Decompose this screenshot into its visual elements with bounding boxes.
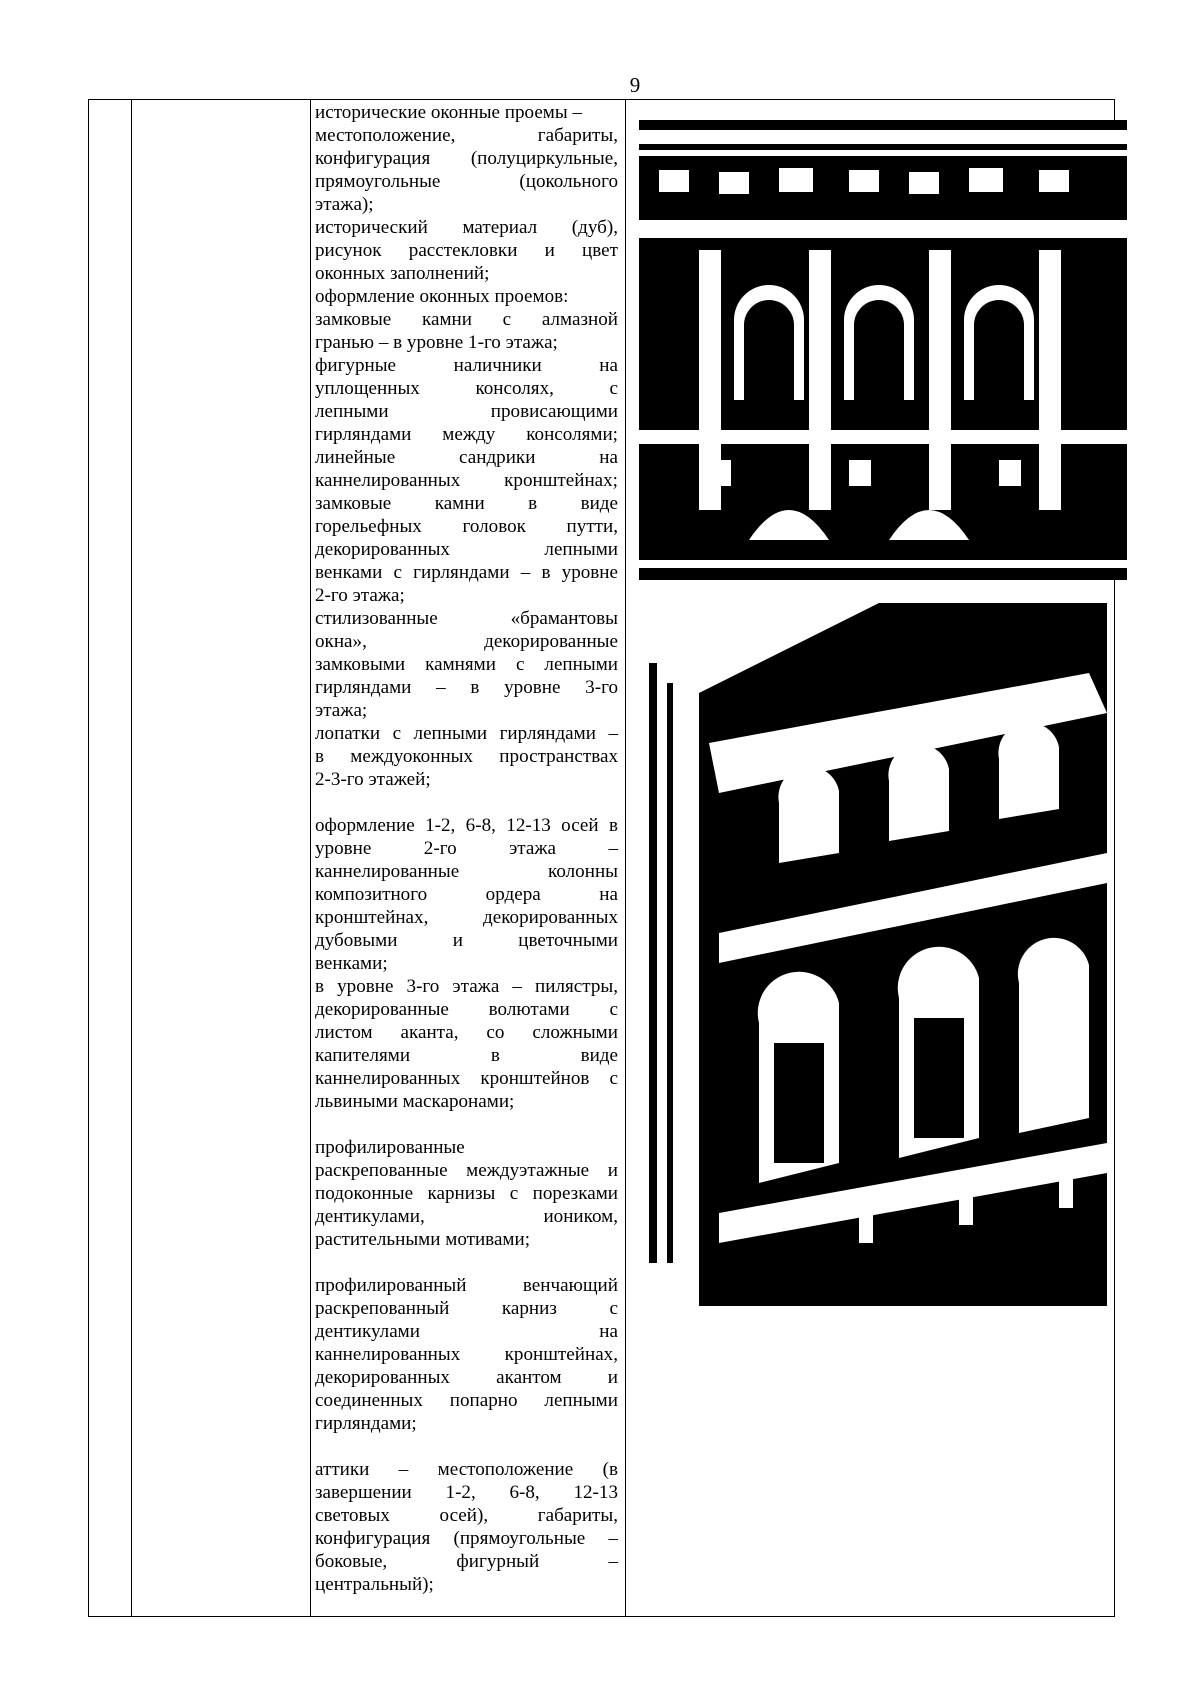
column-divider-2 — [310, 100, 311, 1616]
text-line: прямоугольные (цокольного — [315, 171, 618, 192]
text-line: растительными мотивами; — [315, 1229, 531, 1250]
text-line: завершении 1-2, 6-8, 12-13 — [315, 1482, 618, 1503]
text-line: каннелированных кронштейнах; — [315, 470, 618, 491]
text-line: уплощенных консолях, с — [315, 378, 618, 399]
text-line: оформление 1-2, 6-8, 12-13 осей в — [315, 815, 618, 836]
text-line: каннелированных кронштейнов с — [315, 1068, 618, 1089]
text-line: каннелированных кронштейнах, — [315, 1344, 618, 1365]
column-divider-3 — [625, 100, 626, 1616]
text-line: конфигурация (полуциркульные, — [315, 148, 618, 169]
blank-line — [315, 1435, 618, 1458]
text-line: профилированные — [315, 1137, 465, 1158]
text-line: в уровне 3-го этажа – пилястры, — [315, 976, 618, 997]
text-line: раскрепованные междуэтажные и — [315, 1160, 618, 1181]
text-line: каннелированные колонны — [315, 861, 618, 882]
text-line: венками с гирляндами – в уровне — [315, 562, 618, 583]
text-line: фигурные наличники на — [315, 355, 618, 376]
text-line: подоконные карнизы с порезками — [315, 1183, 618, 1204]
description-column — [315, 101, 618, 1596]
text-line: аттики – местоположение (в — [315, 1459, 618, 1480]
text-line: в междуоконных пространствах — [315, 746, 618, 767]
text-line: львиными маскаронами; — [315, 1091, 515, 1112]
text-line: профилированный венчающий — [315, 1275, 618, 1296]
text-line: оформление оконных проемов: — [315, 286, 569, 307]
facade-photo-top — [639, 120, 1127, 580]
text-line: кронштейнах, декорированных — [315, 907, 618, 928]
text-line: венками; — [315, 953, 388, 974]
text-line: замковыми камнями с лепными — [315, 654, 618, 675]
text-line: лопатки с лепными гирляндами – — [315, 723, 618, 744]
document-table — [88, 99, 1115, 1617]
text-line: местоположение, габариты, — [315, 125, 618, 146]
text-line: лепными провисающими — [315, 401, 618, 422]
text-line: исторический материал (дуб), — [315, 217, 618, 238]
text-line: гирляндами – в уровне 3-го — [315, 677, 618, 698]
text-line: замковые камни в виде — [315, 493, 618, 514]
text-line: этажа); — [315, 194, 374, 215]
blank-line — [315, 1251, 618, 1274]
text-line: замковые камни с алмазной — [315, 309, 618, 330]
text-line: стилизованные «брамантовы — [315, 608, 618, 629]
text-line: раскрепованный карниз с — [315, 1298, 618, 1319]
blank-line — [315, 1113, 618, 1136]
text-line: 2-3-го этажей; — [315, 769, 431, 790]
text-line: дубовыми и цветочными — [315, 930, 618, 951]
column-divider-1 — [131, 100, 132, 1616]
text-line: декорированных акантом и — [315, 1367, 618, 1388]
text-line: конфигурация (прямоугольные – — [315, 1528, 618, 1549]
text-line: центральный); — [315, 1574, 434, 1595]
text-line: гирляндами между консолями; — [315, 424, 618, 445]
text-line: исторические оконные проемы – — [315, 102, 583, 123]
text-line: окна», декорированные — [315, 631, 618, 652]
text-line: декорированные волютами с — [315, 999, 618, 1020]
text-line: этажа; — [315, 700, 368, 721]
facade-photo-bottom — [639, 603, 1107, 1306]
blank-line — [315, 791, 618, 814]
text-line: гирляндами; — [315, 1413, 417, 1434]
page-number: 9 — [629, 73, 641, 97]
text-line: гранью – в уровне 1-го этажа; — [315, 332, 558, 353]
text-line: боковые, фигурный – — [315, 1551, 618, 1572]
text-line: рисунок расстекловки и цвет — [315, 240, 618, 261]
text-line: декорированных лепными — [315, 539, 618, 560]
text-line: соединенных попарно лепными — [315, 1390, 618, 1411]
text-line: листом аканта, со сложными — [315, 1022, 618, 1043]
text-line: уровне 2-го этажа – — [315, 838, 618, 859]
text-line: световых осей), габариты, — [315, 1505, 618, 1526]
text-line: капителями в виде — [315, 1045, 618, 1066]
text-line: горельефных головок путти, — [315, 516, 618, 537]
text-line: оконных заполнений; — [315, 263, 490, 284]
text-line: 2-го этажа; — [315, 585, 405, 606]
text-line: дентикулами на — [315, 1321, 618, 1342]
text-line: дентикулами, иоником, — [315, 1206, 618, 1227]
text-line: композитного ордера на — [315, 884, 618, 905]
text-line: линейные сандрики на — [315, 447, 618, 468]
